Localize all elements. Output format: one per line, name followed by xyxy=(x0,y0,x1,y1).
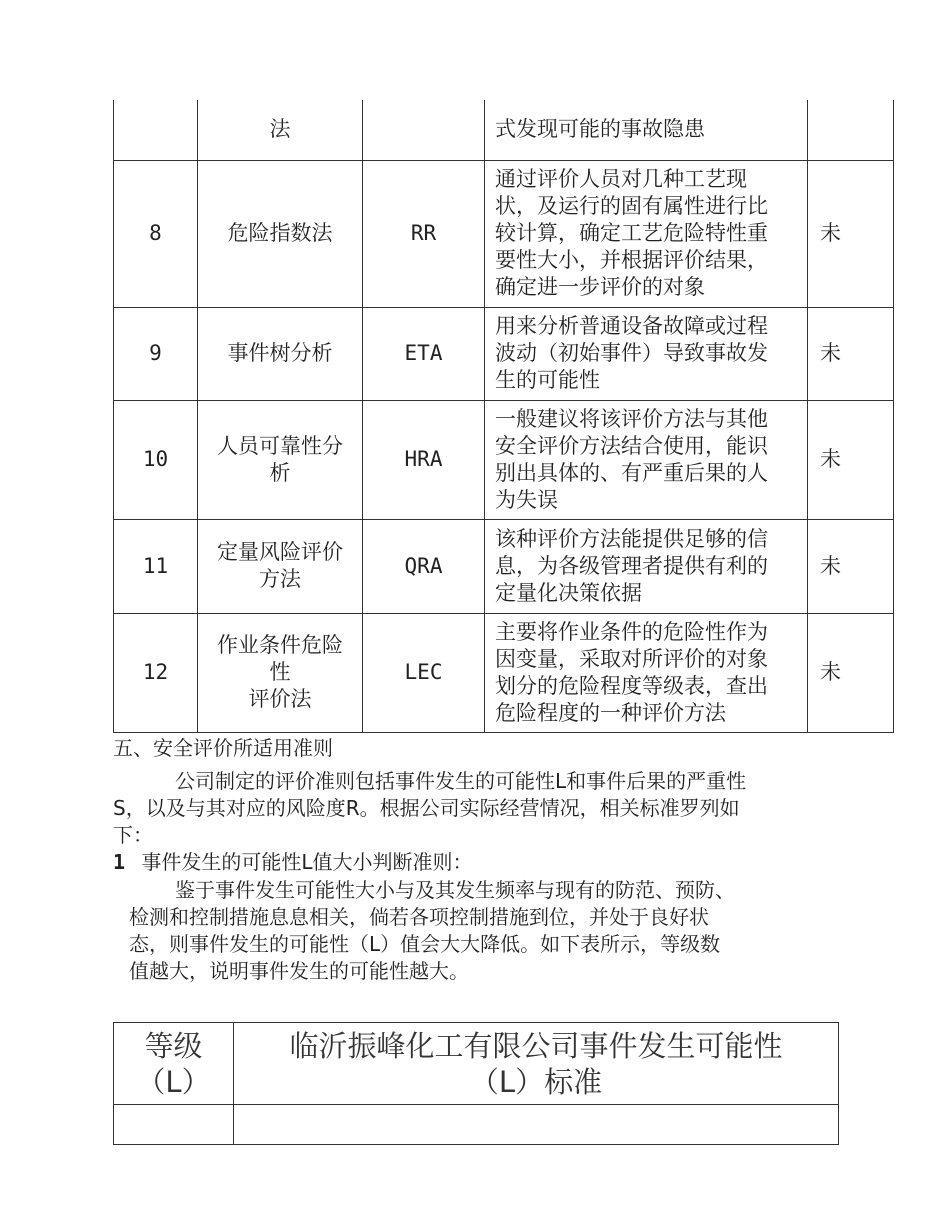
description-line: 划分的危险程度等级表，查出 xyxy=(495,673,768,698)
table-row xyxy=(114,1105,839,1145)
body-line: 态，则事件发生的可能性（L）值会大大降低。如下表所示，等级数 xyxy=(129,932,721,956)
method-name-line: 性 xyxy=(269,660,291,684)
num-cell: 9 xyxy=(114,307,198,400)
description-cell xyxy=(485,400,808,519)
abbr-cell: ETA xyxy=(363,307,485,400)
subsection-title: 事件发生的可能性L值大小判断准则： xyxy=(141,850,473,874)
abbr-cell: RR xyxy=(363,160,485,307)
abbr-cell: HRA xyxy=(363,400,485,519)
num-cell: 10 xyxy=(114,400,198,519)
description-cell xyxy=(485,613,808,732)
method-name-cell xyxy=(198,519,363,613)
description-line: 状，及运行的固有属性进行比 xyxy=(495,194,768,218)
description-line: 较计算，确定工艺危险特性重 xyxy=(495,221,768,245)
abbr-cell xyxy=(363,100,485,160)
method-name-cell xyxy=(198,307,363,400)
method-name-line: 定量风险评价 xyxy=(217,540,343,564)
grade-header-cell xyxy=(114,1023,234,1105)
table-row xyxy=(114,160,894,307)
note-cell: 未 xyxy=(808,519,894,613)
description-line: 通过评价人员对几种工艺现 xyxy=(495,167,747,191)
note-cell xyxy=(808,100,894,160)
description-line: 因变量，采取对所评价的对象 xyxy=(495,646,768,671)
note-cell: 未 xyxy=(808,400,894,519)
method-name-line: 析 xyxy=(269,460,291,485)
num-cell: 12 xyxy=(114,613,198,732)
description-line: 要性大小，并根据评价结果， xyxy=(495,248,768,272)
description-line: 别出具体的、有严重后果的人 xyxy=(495,460,768,485)
method-name-cell xyxy=(198,400,363,519)
description-line: 安全评价方法结合使用，能识 xyxy=(495,433,768,458)
subsection-number: 1 xyxy=(113,850,126,874)
paragraph-line: 公司制定的评价准则包括事件发生的可能性L和事件后果的严重性 xyxy=(175,769,747,793)
description-line: 定量化决策依据 xyxy=(495,580,642,605)
note-cell: 未 xyxy=(808,613,894,732)
standard-header-line: （L）标准 xyxy=(469,1064,603,1099)
likelihood-table-region xyxy=(113,1022,838,1118)
description-line: 一般建议将该评价方法与其他 xyxy=(495,406,768,431)
method-name-line: 方法 xyxy=(259,567,301,591)
standard-header-line: 临沂振峰化工有限公司事件发生可能性 xyxy=(289,1028,783,1063)
description-line: 生的可能性 xyxy=(495,368,600,392)
num-cell xyxy=(114,100,198,160)
methods-table xyxy=(113,100,894,733)
description-cell xyxy=(485,100,808,160)
method-name-line: 危险指数法 xyxy=(227,221,333,245)
description-line: 式发现可能的事故隐患 xyxy=(495,117,705,142)
paragraph-line: 下： xyxy=(113,823,153,847)
paragraph-line: S，以及与其对应的风险度R。根据公司实际经营情况，相关标准罗列如 xyxy=(113,796,740,820)
description-line: 危险程度的一种评价方法 xyxy=(495,700,726,725)
description-cell xyxy=(485,519,808,613)
method-name-line: 作业条件危险 xyxy=(217,633,343,657)
abbr-cell: QRA xyxy=(363,519,485,613)
body-line: 值越大，说明事件发生的可能性越大。 xyxy=(129,959,469,983)
method-name-line: 评价法 xyxy=(248,687,312,711)
table-row xyxy=(114,400,894,519)
method-name-cell xyxy=(198,160,363,307)
num-cell: 11 xyxy=(114,519,198,613)
note-cell: 未 xyxy=(808,160,894,307)
table-header-row xyxy=(114,1023,839,1105)
methods-table-region xyxy=(113,100,841,735)
standard-header-cell xyxy=(234,1023,839,1105)
description-line: 息，为各级管理者提供有利的 xyxy=(495,553,768,578)
body-line: 鉴于事件发生可能性大小与及其发生频率与现有的防范、预防、 xyxy=(175,878,735,902)
table-row xyxy=(114,519,894,613)
description-line: 为失误 xyxy=(495,487,558,512)
description-line: 确定进一步评价的对象 xyxy=(495,275,705,299)
note-cell: 未 xyxy=(808,307,894,400)
method-name-line: 人员可靠性分 xyxy=(217,433,343,458)
description-line: 主要将作业条件的危险性作为 xyxy=(495,619,768,644)
description-line: 波动（初始事件）导致事故发 xyxy=(495,341,768,365)
subsection-heading xyxy=(113,849,473,875)
method-name-cell: 法 xyxy=(198,100,363,160)
description-cell xyxy=(485,307,808,400)
section-heading: 五、安全评价所适用准则 xyxy=(113,736,333,760)
method-name-cell xyxy=(198,613,363,732)
description-line: 该种评价方法能提供足够的信 xyxy=(495,526,768,551)
table-row-partial xyxy=(114,100,894,160)
method-name-line: 事件树分析 xyxy=(227,341,333,365)
num-cell: 8 xyxy=(114,160,198,307)
body-line: 检测和控制措施息息相关，倘若各项控制措施到位，并处于良好状 xyxy=(129,905,709,929)
table-row xyxy=(114,307,894,400)
grade-cell xyxy=(114,1105,234,1145)
standard-cell xyxy=(234,1105,839,1145)
abbr-cell: LEC xyxy=(363,613,485,732)
table-row xyxy=(114,613,894,732)
grade-header-line: （L） xyxy=(136,1064,211,1099)
grade-header-line: 等级 xyxy=(144,1028,203,1063)
likelihood-table xyxy=(113,1022,839,1145)
description-cell xyxy=(485,160,808,307)
description-line: 用来分析普通设备故障或过程 xyxy=(495,314,768,338)
